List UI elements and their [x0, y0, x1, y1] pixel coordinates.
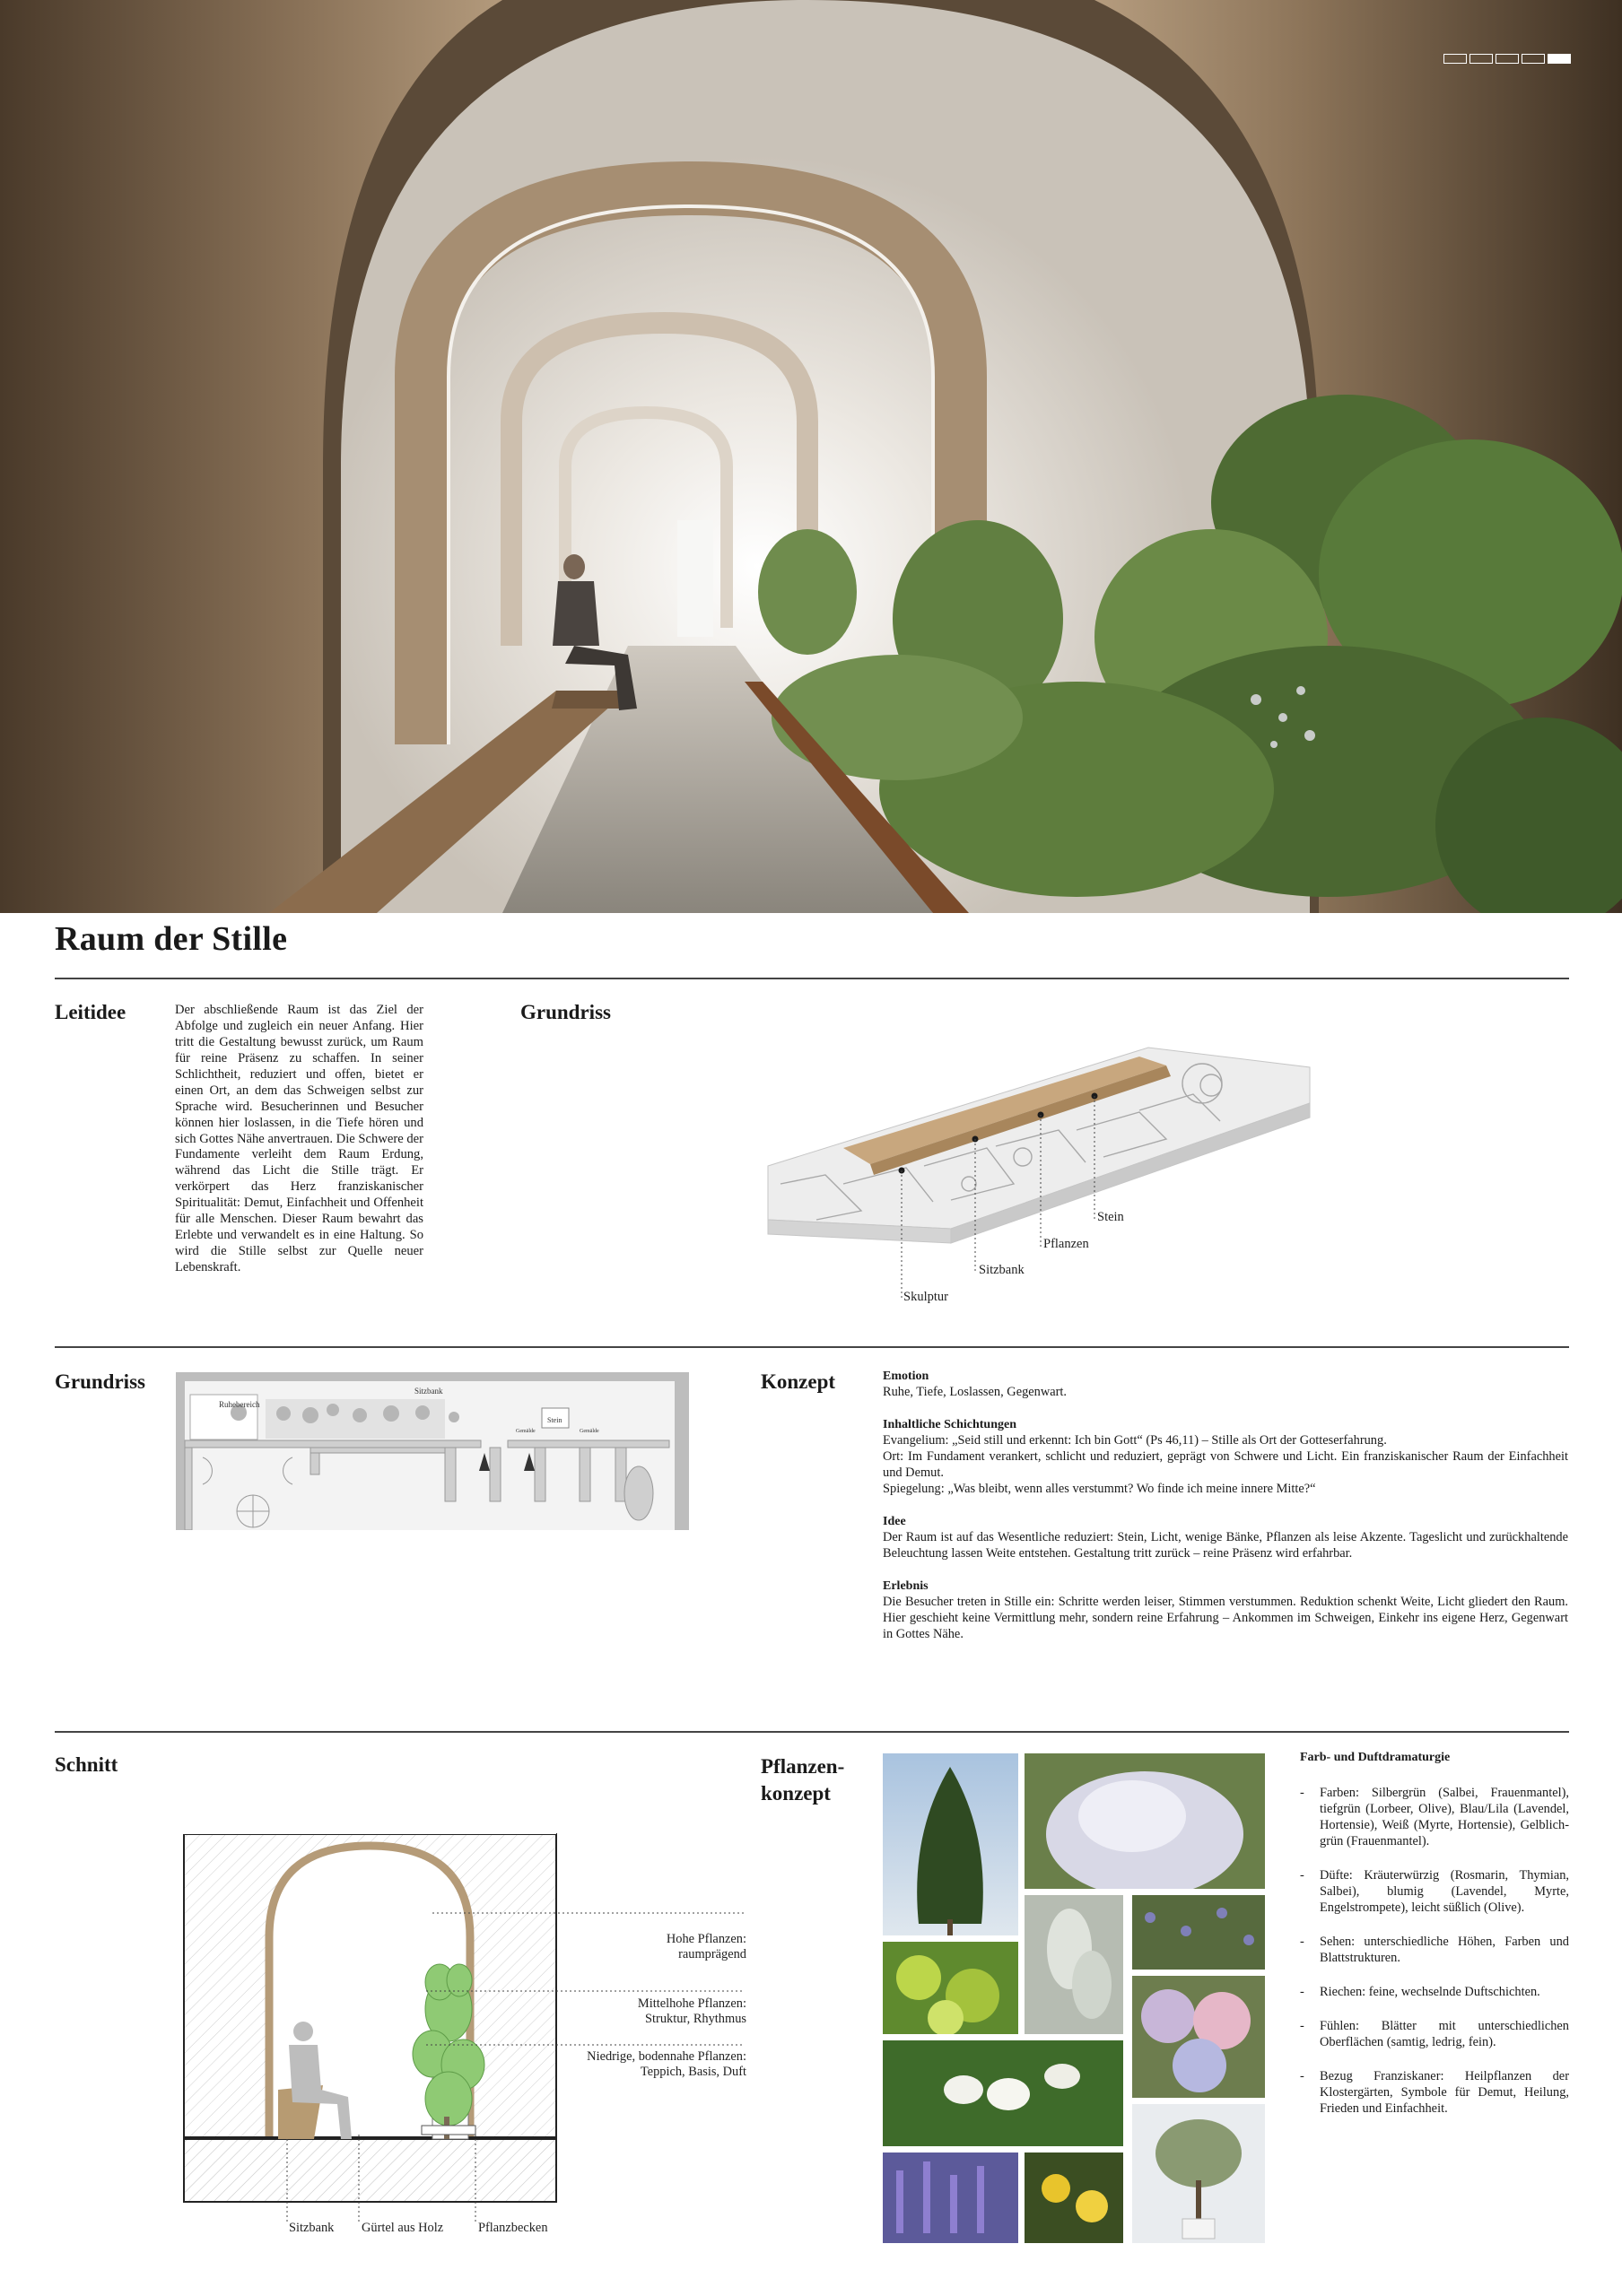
plant-photo-salbei [1025, 1895, 1123, 2034]
plant-photo-gelbe-bluete [1025, 2152, 1123, 2243]
plant-photo-myrte [1025, 1753, 1265, 1889]
white-flower-shrub-icon [1025, 1753, 1265, 1889]
yellow-flower-icon [1025, 2152, 1123, 2243]
plant-photo-rosmarin [1132, 1895, 1265, 1970]
plant-list-item-text: Farben: Silbergrün (Salbei, Frauenmantel), tiefgrün (Lorbeer, Olive), Blau/Lila (Lavendel, Hortensie), Weiß (Myrte, Hortensie), Gelblich-grün (Frauenmantel). [1320, 1786, 1569, 1848]
label-line: Teppich, Basis, Duft [640, 2065, 746, 2079]
schichtungen-title: Inhaltliche Schichtungen [883, 1418, 1016, 1431]
plant-photo-lorbeer [883, 1753, 1018, 1935]
page-indicator-box [1443, 54, 1467, 64]
schnitt-heading: Schnitt [55, 1753, 118, 1776]
section-drawing [179, 1830, 754, 2233]
plan-label-stein: Stein [547, 1416, 562, 1424]
rosemary-icon [1132, 1895, 1265, 1970]
list-dash: - [1300, 1935, 1304, 1949]
list-dash: - [1300, 2019, 1304, 2033]
plant-list-item [1300, 1984, 1569, 2000]
lavender-icon [883, 2152, 1018, 2243]
list-dash: - [1300, 1868, 1304, 1883]
schnitt-label-hohe [667, 1932, 746, 1962]
plant-photo-hortensie [1132, 1976, 1265, 2098]
idee-text: Der Raum ist auf das Wesentliche reduziert: Stein, Licht, wenige Bänke, Pflanzen als leise Akzente. Tageslicht und zurückhaltende Beleuchtung lassen Weite entstehen. Gestaltung tritt zurück – reine Präsenz wird erfahrbar. [883, 1530, 1568, 1561]
konzept-body [883, 1370, 1568, 1642]
plant-list-item [1300, 1785, 1569, 1849]
olive-tree-icon [1132, 2104, 1265, 2243]
angel-trumpet-icon [883, 2040, 1123, 2146]
leitidee-heading: Leitidee [55, 1001, 126, 1023]
plan-label-gemaelde: Gemälde [580, 1429, 599, 1434]
list-dash: - [1300, 1985, 1304, 1999]
plant-list-item-text: Bezug Franziskaner: Heilpflanzen der Klostergärten, Symbole für Demut, Heilung, Frieden und Einfachheit. [1320, 2069, 1569, 2116]
plan-label-sitzbank: Sitzbank [414, 1387, 443, 1396]
label-line: raumprägend [678, 1947, 746, 1961]
schnitt-label-guertel: Gürtel aus Holz [362, 2221, 444, 2235]
plant-photo-lavendel [883, 2152, 1018, 2243]
list-dash: - [1300, 1786, 1304, 1800]
label-pflanzen: Pflanzen [1043, 1237, 1089, 1251]
plant-list-item [1300, 1867, 1569, 1916]
divider [55, 1346, 1569, 1348]
page-indicator [1443, 54, 1571, 64]
schnitt-label-mittel [638, 1996, 746, 2027]
leitidee-text: Der abschließende Raum ist das Ziel der Abfolge und zugleich ein neuer Anfang. Hier tritt die Gestaltung bewusst zurück, um Raum für reine Präsenz zu schaffen. In seiner Schlichtheit, reduziert und offen, bietet er einen Ort, an dem das Schweigen selbst zur Sprache wird. Besucherinnen und Besucher können hier loslassen, in die Tiefe hören und sich Gottes Nähe anvertrauen. Die Schwere der Fundamente verleiht dem Raum Erdung, während das Licht die Stille trägt. Er verkörpert das Herz franziskanischer Spiritualität: Demut, Einfachheit und Offenheit für alle Menschen. Dieser Raum bewahrt das Erlebte und verwandelt es in eine Haltung. So wird die Stille selbst zur Quelle neuer Lebenskraft. [175, 1003, 423, 1274]
divider [55, 1731, 1569, 1733]
heading-line: Pflanzen- [761, 1755, 845, 1778]
floor-plan-drawing [176, 1372, 689, 1530]
plant-list-item [1300, 2018, 1569, 2050]
plant-list-item-text: Riechen: feine, wechselnde Duftschichten. [1320, 1985, 1540, 1999]
plant-photo-frauenmantel [883, 1942, 1018, 2034]
schichtungen-ort: Ort: Im Fundament verankert, schlicht und reduziert, geprägt von Schwere und Licht. Ein franziskanischer Raum der Einfachheit und Demut. [883, 1449, 1568, 1480]
label-line: Hohe Pflanzen: [666, 1932, 746, 1946]
emotion-text: Ruhe, Tiefe, Loslassen, Gegenwart. [883, 1385, 1068, 1399]
schnitt-label-pflanzbecken: Pflanzbecken [478, 2221, 548, 2235]
plant-photo-olive [1132, 2104, 1265, 2243]
plant-list-item [1300, 1934, 1569, 1966]
plan-label-gemaelde: Gemälde [516, 1429, 536, 1434]
plan-label-ruhebereich: Ruhebereich [219, 1400, 260, 1409]
label-skulptur: Skulptur [903, 1290, 948, 1304]
alchemilla-icon [883, 1942, 1018, 2034]
divider [55, 978, 1569, 979]
schnitt-label-sitzbank: Sitzbank [289, 2221, 335, 2235]
pflanzenkonzept-heading [761, 1753, 844, 1807]
plant-list-item [1300, 2068, 1569, 2117]
erlebnis-text: Die Besucher treten in Stille ein: Schritte werden leiser, Stimmen verstummen. Reduktion schenkt Weite, Licht gliedert den Raum. Hier geschieht keine Vermittlung mehr, sondern reine Erfahrung – Ankommen im Schweigen, Einkehr ins eigene Herz, Gegenwart in Gottes Nähe. [883, 1595, 1568, 1641]
hero-rendering [0, 0, 1622, 913]
page-title: Raum der Stille [55, 920, 288, 958]
plant-list-item-text: Düfte: Kräuterwürzig (Rosmarin, Thymian, Salbei), blumig (Lavendel, Myrte, Engelstrompete), leicht süßlich (Olive). [1320, 1868, 1569, 1915]
label-line: Mittelhohe Pflanzen: [637, 1996, 746, 2011]
hydrangea-icon [1132, 1976, 1265, 2098]
axonometric-plan-diagram [763, 1040, 1319, 1309]
plant-photo-engelstrompete [883, 2040, 1123, 2146]
label-line: Struktur, Rhythmus [645, 2012, 746, 2026]
plant-list [1300, 1767, 1569, 2117]
laurel-tree-icon [883, 1753, 1018, 1935]
heading-line: konzept [761, 1781, 831, 1805]
vaulted-corridor-image [0, 0, 1622, 913]
page-indicator-box-active [1548, 54, 1571, 64]
label-sitzbank: Sitzbank [979, 1263, 1025, 1277]
schnitt-label-niedrig [587, 2049, 746, 2080]
erlebnis-title: Erlebnis [883, 1579, 929, 1593]
page-indicator-box [1522, 54, 1545, 64]
grundriss-plan-heading: Grundriss [55, 1370, 145, 1393]
schichtungen-spiegelung: Spiegelung: „Was bleibt, wenn alles verstummt? Wo finde ich meine innere Mitte?“ [883, 1482, 1316, 1496]
schichtungen-evangelium: Evangelium: „Seid still und erkennt: Ich bin Gott“ (Ps 46,11) – Stille als Ort der Gotteserfahrung. [883, 1433, 1387, 1448]
label-line: Niedrige, bodennahe Pflanzen: [587, 2049, 746, 2064]
grundriss-axo-heading: Grundriss [520, 1001, 611, 1023]
emotion-title: Emotion [883, 1370, 929, 1383]
idee-title: Idee [883, 1515, 906, 1528]
plant-list-item-text: Sehen: unterschiedliche Höhen, Farben und Blattstrukturen. [1320, 1935, 1569, 1965]
list-dash: - [1300, 2069, 1304, 2083]
plant-list-title: Farb- und Duftdramaturgie [1300, 1751, 1451, 1764]
sage-leaves-icon [1025, 1895, 1123, 2034]
page-indicator-box [1496, 54, 1519, 64]
konzept-heading: Konzept [761, 1370, 836, 1393]
label-stein: Stein [1097, 1210, 1124, 1224]
plant-list-item-text: Fühlen: Blätter mit unterschiedlichen Oberflächen (samtig, ledrig, fein). [1320, 2019, 1569, 2049]
page-indicator-box [1469, 54, 1493, 64]
